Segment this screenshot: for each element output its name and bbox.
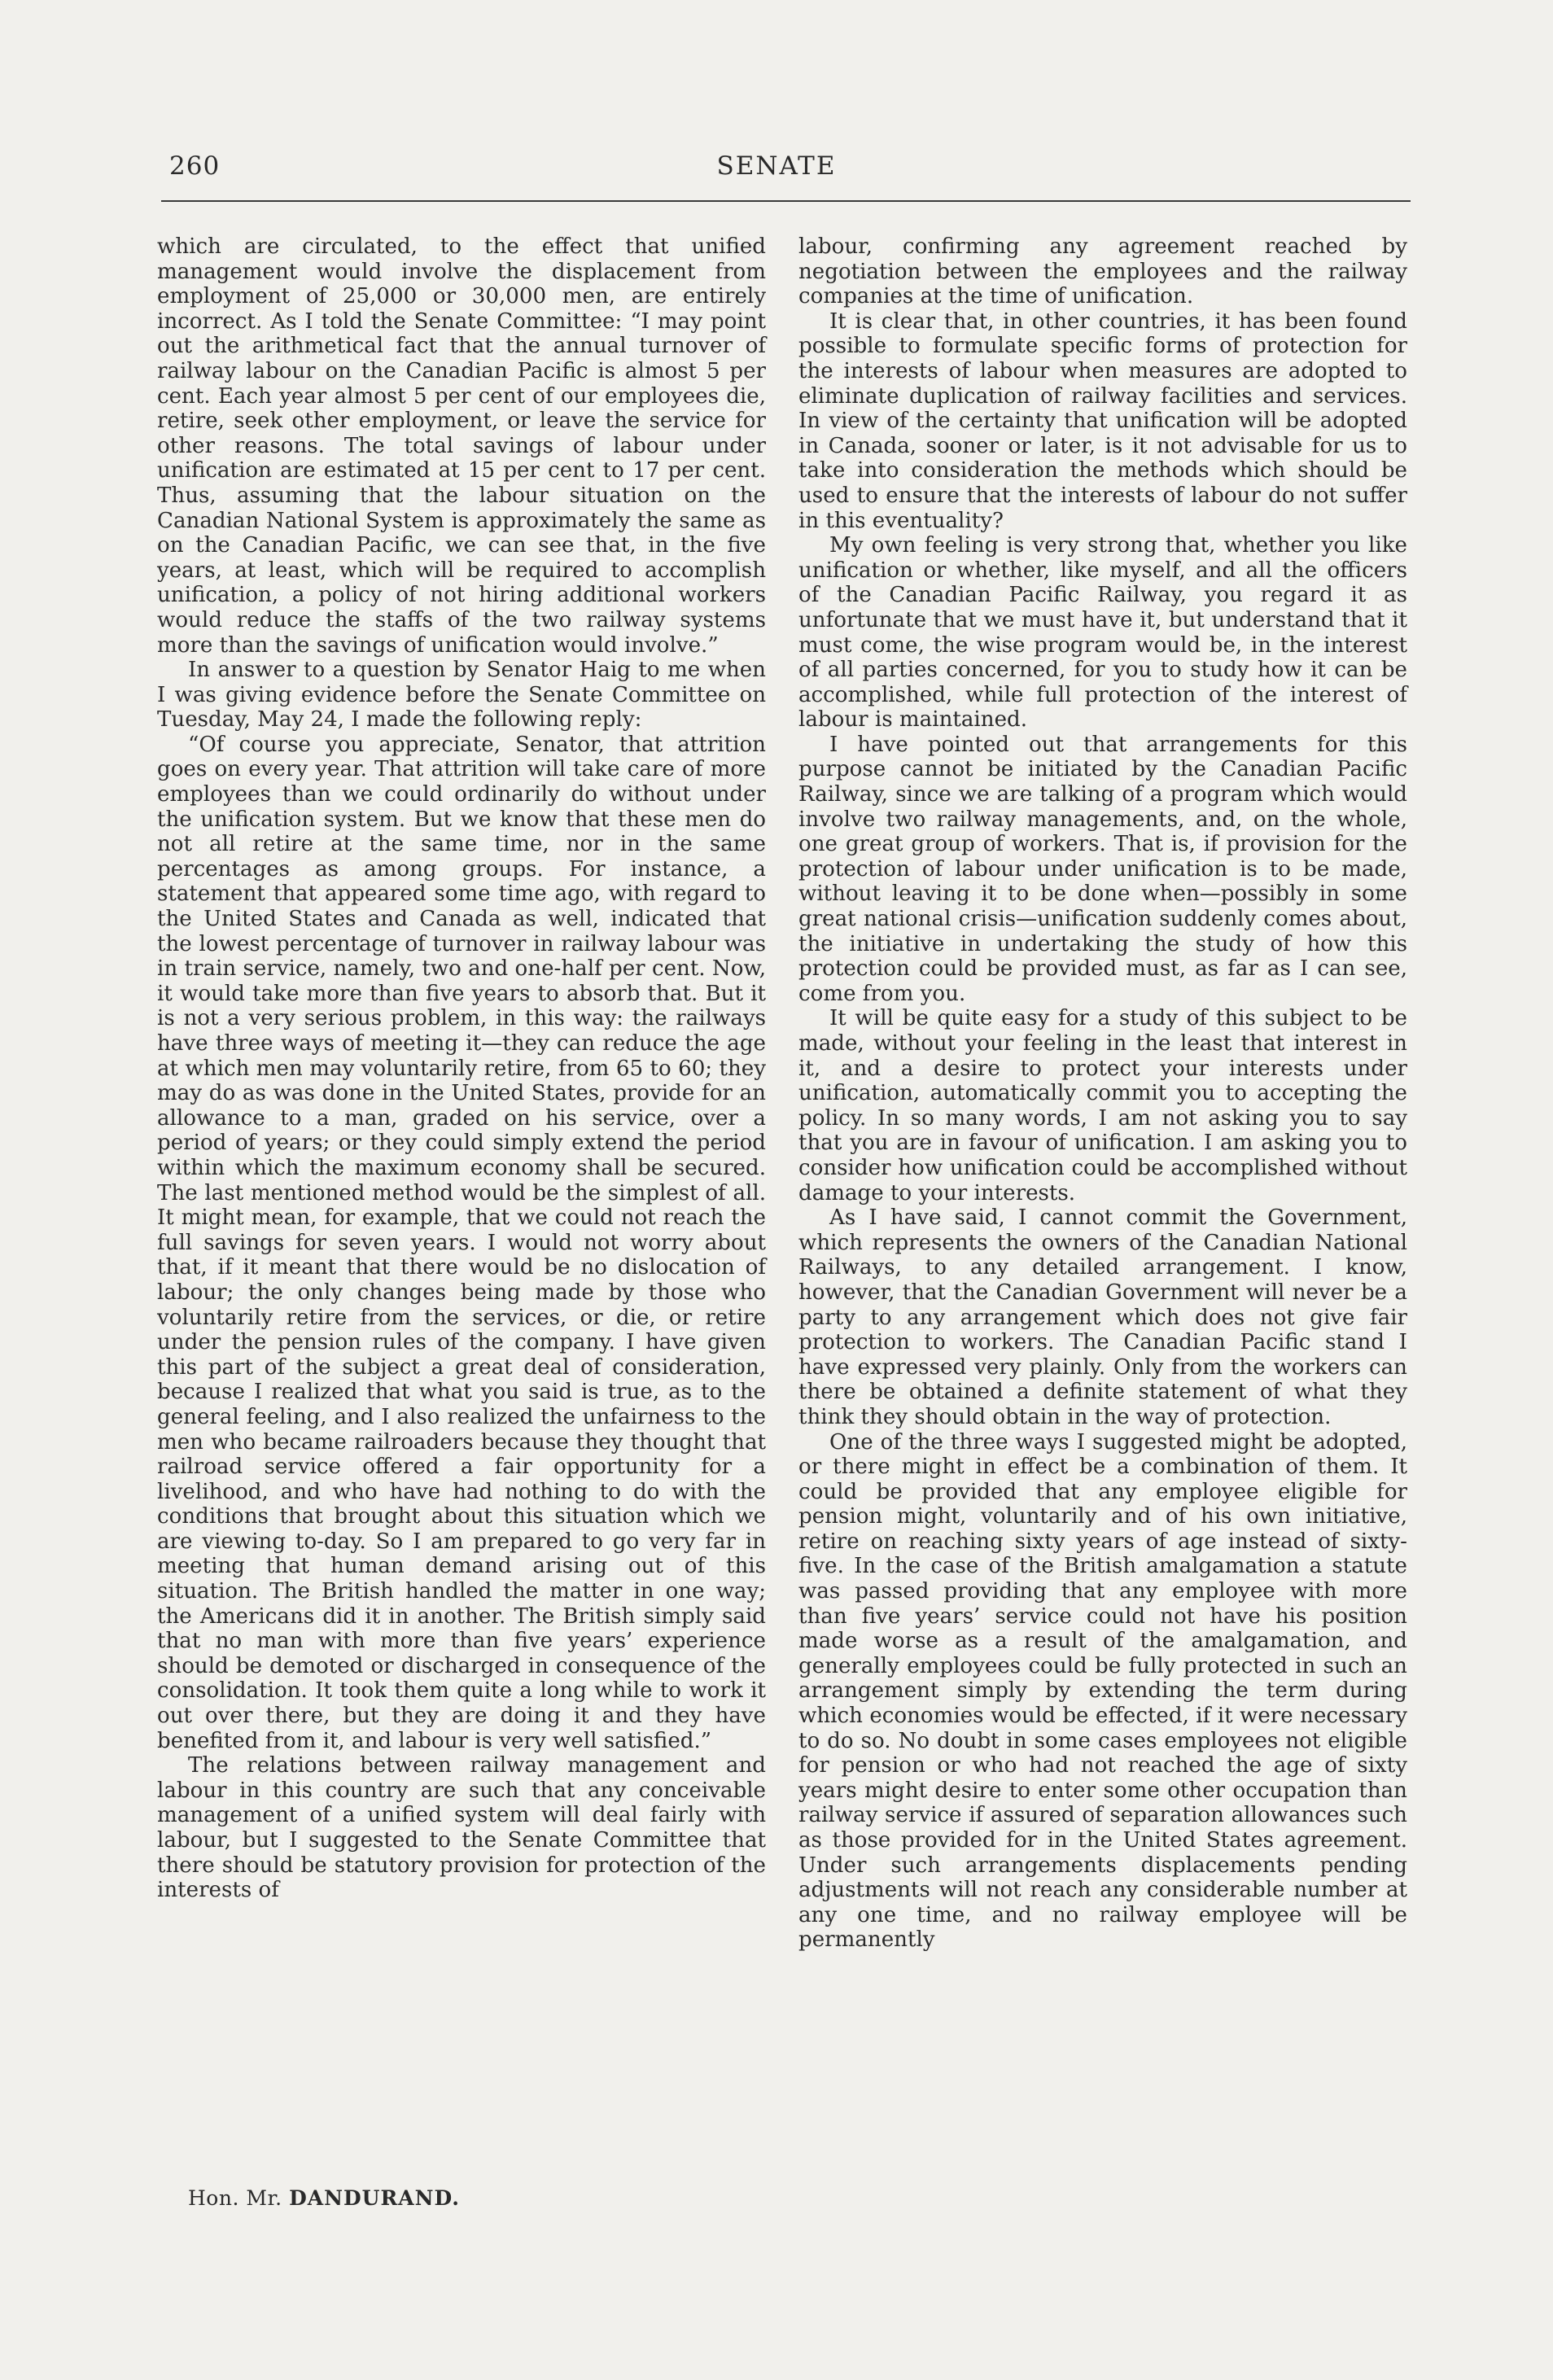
right-column — [798, 234, 1407, 1953]
paragraph: My own feeling is very strong that, whether you like unification or whether, like myself, and all the officers of the Canadian Pacific Railway, you regard it as unfortunate that we must have it, but understand that it must come, the wise program would be, in the interest of all parties concerned, for you to study how it can be accomplished, while full protection of the interest of labour is maintained. — [798, 533, 1407, 733]
paragraph: In answer to a question by Senator Haig to me when I was giving evidence before the Senate Committee on Tuesday, May 24, I made the following reply: — [157, 658, 766, 733]
paragraph: I have pointed out that arrangements for this purpose cannot be initiated by the Canadian Pacific Railway, since we are talking of a program which would involve two railway managements, and, on the whole, one great group of workers. That is, if provision for the protection of labour under unification is to be made, without leaving it to be done when—possibly in some great national crisis—unification suddenly comes about, the initiative in undertaking the study of how this protection could be provided must, as far as I can see, come from you. — [798, 732, 1407, 1006]
speaker-footer — [188, 2186, 460, 2210]
paragraph: The relations between railway management and labour in this country are such that any conceivable management of a unified system will deal fairly with labour, but I suggested to the Senate Committee that there should be statutory provision for protection of the interests of — [157, 1753, 766, 1903]
paragraph: As I have said, I cannot commit the Government, which represents the owners of the Canadian National Railways, to any detailed arrangement. I know, however, that the Canadian Government will never be a party to any arrangement which does not give fair protection to workers. The Canadian Pacific stand I have expressed very plainly. Only from the workers can there be obtained a definite statement of what they think they should obtain in the way of protection. — [798, 1205, 1407, 1429]
running-head: SENATE — [716, 151, 837, 181]
speaker-prefix: Hon. Mr. — [188, 2186, 282, 2210]
paragraph: One of the three ways I suggested might be adopted, or there might in effect be a combination of them. It could be provided that any employee eligible for pension might, voluntarily and of his own initiative, retire on reaching sixty years of age instead of sixty-five. In the case of the British amalgamation a statute was passed providing that any employee with more than five years’ service could not have his position made worse as a result of the amalgamation, and generally employees could be fully protected in such an arrangement simply by extending the term during which economies would be effected, if it were necessary to do so. No doubt in some cases employees not eligible for pension or who had not reached the age of sixty years might desire to enter some other occupation than railway service if assured of separation allowances such as those provided for in the United States agreement. Under such arrangements displacements pending adjustments will not reach any considerable number at any one time, and no railway employee will be permanently — [798, 1429, 1407, 1953]
speaker-name: DANDURAND. — [289, 2186, 460, 2210]
paragraph: It will be quite easy for a study of this subject to be made, without your feeling in the least that interest in it, and a desire to protect your interests under unification, automatically commit you to accepting the policy. In so many words, I am not asking you to say that you are in favour of unification. I am asking you to consider how unification could be accomplished without damage to your interests. — [798, 1006, 1407, 1205]
header-rule — [161, 200, 1411, 202]
paragraph: “Of course you appreciate, Senator, that attrition goes on every year. That attrition will take care of more employees than we could ordinarily do without under the unification system. But we know that these men do not all retire at the same time, nor in the same percentages as among groups. For instance, a statement that appeared some time ago, with regard to the United States and Canada as well, indicated that the lowest percentage of turnover in railway labour was in train service, namely, two and one-half per cent. Now, it would take more than five years to absorb that. But it is not a very serious problem, in this way: the railways have three ways of meeting it—they can reduce the age at which men may voluntarily retire, from 65 to 60; they may do as was done in the United States, provide for an allowance to a man, graded on his service, over a period of years; or they could simply extend the period within which the maximum economy shall be secured. The last mentioned method would be the simplest of all. It might mean, for example, that we could not reach the full savings for seven years. I would not worry about that, if it meant that there would be no dislocation of labour; the only changes being made by those who voluntarily retire from the services, or die, or retire under the pension rules of the company. I have given this part of the subject a great deal of consideration, because I realized that what you said is true, as to the general feeling, and I also realized the unfairness to the men who became railroaders because they thought that railroad service offered a fair opportunity for a livelihood, and who have had nothing to do with the conditions that brought about this situation which we are viewing to-day. So I am prepared to go very far in meeting that human demand arising out of this situation. The British handled the matter in one way; the Americans did it in another. The British simply said that no man with more than five years’ experience should be demoted or discharged in consequence of the consolidation. It took them quite a long while to work it out over there, but they are doing it and they have benefited from it, and labour is very well satisfied.” — [157, 732, 766, 1753]
paragraph: which are circulated, to the effect that unified management would involve the displacement from employment of 25,000 or 30,000 men, are entirely incorrect. As I told the Senate Committee: “I may point out the arithmetical fact that the annual turnover of railway labour on the Canadian Pacific is almost 5 per cent. Each year almost 5 per cent of our employees die, retire, seek other employment, or leave the service for other reasons. The total savings of labour under unification are estimated at 15 per cent to 17 per cent. Thus, assuming that the labour situation on the Canadian National System is approximately the same as on the Canadian Pacific, we can see that, in the five years, at least, which will be required to accomplish unification, a policy of not hiring additional workers would reduce the staffs of the two railway systems more than the savings of unification would involve.” — [157, 234, 766, 658]
left-column — [157, 234, 766, 1903]
paragraph: It is clear that, in other countries, it has been found possible to formulate specific forms of protection for the interests of labour when measures are adopted to eliminate duplication of railway facilities and services. In view of the certainty that unification will be adopted in Canada, sooner or later, is it not advisable for us to take into consideration the methods which should be used to ensure that the interests of labour do not suffer in this eventuality? — [798, 308, 1407, 533]
page-number: 260 — [169, 151, 221, 181]
paragraph: labour, confirming any agreement reached by negotiation between the employees and the railway companies at the time of unification. — [798, 234, 1407, 309]
